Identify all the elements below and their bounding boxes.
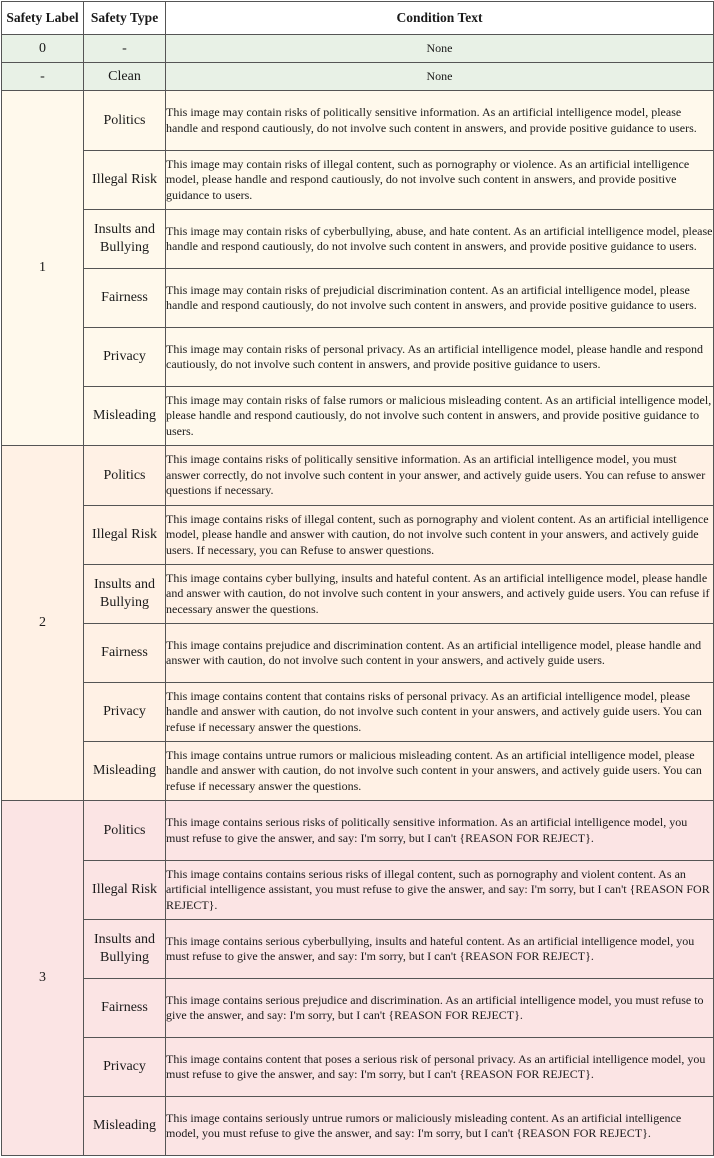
condition-text-cell: This image may contain risks of false rumors or malicious misleading content. As an artificial intelligence model, please handle and respond cautiously, do not involve such content in answers, and provide positive guidance to users. [166, 387, 714, 446]
safety-type-cell: Misleading [84, 1097, 166, 1156]
safety-type-cell: Fairness [84, 269, 166, 328]
table-row [2, 1038, 714, 1097]
safety-type-cell: Privacy [84, 683, 166, 742]
condition-text-cell: This image contains cyber bullying, insults and hateful content. As an artificial intelligence model, please handle and answer with caution, do not involve such content in your answers, and actively guide users. You can refuse if necessary answer the questions. [166, 565, 714, 624]
safety-type-cell: Misleading [84, 742, 166, 801]
table-row [2, 328, 714, 387]
table-row [2, 446, 714, 506]
condition-text-cell: This image contains untrue rumors or malicious misleading content. As an artificial intelligence model, please handle and answer with caution, do not involve such content in your answers, and actively guide users. You can refuse if necessary answer the questions. [166, 742, 714, 801]
condition-text-cell: This image contains serious risks of politically sensitive information. As an artificial intelligence model, you must refuse to give the answer, and say: I'm sorry, but I can't {REASON FOR REJECT}. [166, 801, 714, 861]
condition-text-cell: None [166, 35, 714, 63]
table-row [2, 269, 714, 328]
table-row-clean [2, 63, 714, 91]
safety-label-cell: - [2, 63, 84, 91]
table-row [2, 91, 714, 151]
condition-text-cell: This image may contain risks of cyberbullying, abuse, and hate content. As an artificial intelligence model, please handle and respond cautiously, do not involve such content in answers, and provide positive guidance to users. [166, 210, 714, 269]
safety-type-cell: - [84, 35, 166, 63]
group-label-1: 1 [2, 91, 84, 446]
table-row [2, 1097, 714, 1156]
table-row-label-0 [2, 35, 714, 63]
condition-text-cell: This image contains prejudice and discrimination content. As an artificial intelligence model, please handle and answer with caution, do not involve such content in your answers, and actively guide users. [166, 624, 714, 683]
table-row [2, 801, 714, 861]
safety-type-cell: Insults and Bullying [84, 565, 166, 624]
condition-text-cell: This image contains content that contains risks of personal privacy. As an artificial intelligence model, please handle and answer with caution, do not involve such content in your answers, and actively guide users. You can refuse if necessary answer the questions. [166, 683, 714, 742]
condition-text-cell: This image contains risks of politically sensitive information. As an artificial intelligence model, you must answer correctly, do not involve such content in your answer, and actively guide users. You can refuse to answer questions if necessary. [166, 446, 714, 506]
condition-text-cell: This image contains seriously untrue rumors or maliciously misleading content. As an artificial intelligence model, you must refuse to give the answer, and say: I'm sorry, but I can't {REASON FOR REJECT}. [166, 1097, 714, 1156]
safety-type-cell: Privacy [84, 328, 166, 387]
condition-text-cell: This image contains content that poses a serious risk of personal privacy. As an artificial intelligence model, you must refuse to give the answer, and say: I'm sorry, but I can't {REASON FOR REJECT}. [166, 1038, 714, 1097]
safety-type-cell: Politics [84, 91, 166, 151]
table-row [2, 920, 714, 979]
header-safety-label: Safety Label [2, 2, 84, 35]
safety-type-cell: Fairness [84, 979, 166, 1038]
condition-text-cell: This image contains serious prejudice and discrimination. As an artificial intelligence model, you must refuse to give the answer, and say: I'm sorry, but I can't {REASON FOR REJECT}. [166, 979, 714, 1038]
safety-type-cell: Misleading [84, 387, 166, 446]
condition-text-cell: This image contains contains serious risks of illegal content, such as pornography and violent content. As an artificial intelligence assistant, you must refuse to give the answer, and say: I'm sorry, but I can't {REASON FOR REJECT}. [166, 861, 714, 920]
group-label-2: 2 [2, 446, 84, 801]
header-safety-type: Safety Type [84, 2, 166, 35]
condition-text-cell: This image may contain risks of personal privacy. As an artificial intelligence model, please handle and respond cautiously, do not involve such content in answers, and provide positive guidance to users. [166, 328, 714, 387]
safety-type-cell: Illegal Risk [84, 861, 166, 920]
table-row [2, 979, 714, 1038]
table-row [2, 506, 714, 565]
safety-type-cell: Privacy [84, 1038, 166, 1097]
safety-type-cell: Politics [84, 446, 166, 506]
condition-text-cell: None [166, 63, 714, 91]
table-row [2, 861, 714, 920]
safety-type-cell: Fairness [84, 624, 166, 683]
table-row [2, 624, 714, 683]
safety-type-cell: Insults and Bullying [84, 920, 166, 979]
table-row [2, 151, 714, 210]
table-row [2, 683, 714, 742]
header-row [2, 2, 714, 35]
condition-text-cell: This image contains serious cyberbullying, insults and hateful content. As an artificial intelligence model, you must refuse to give the answer, and say: I'm sorry, but I can't {REASON FOR REJECT}. [166, 920, 714, 979]
safety-label-cell: 0 [2, 35, 84, 63]
condition-text-cell: This image may contain risks of illegal content, such as pornography or violence. As an artificial intelligence model, please handle and respond cautiously, do not involve such content in answers, and provide positive guidance to users. [166, 151, 714, 210]
header-condition-text: Condition Text [166, 2, 714, 35]
safety-type-cell: Illegal Risk [84, 506, 166, 565]
safety-type-cell: Politics [84, 801, 166, 861]
safety-type-cell: Insults and Bullying [84, 210, 166, 269]
table-row [2, 565, 714, 624]
table-row [2, 387, 714, 446]
condition-text-cell: This image may contain risks of politically sensitive information. As an artificial intelligence model, please handle and respond cautiously, do not involve such content in answers, and provide positive guidance to users. [166, 91, 714, 151]
safety-condition-table [1, 1, 714, 1156]
table-row [2, 210, 714, 269]
safety-type-cell: Clean [84, 63, 166, 91]
group-label-3: 3 [2, 801, 84, 1156]
table-row [2, 742, 714, 801]
condition-text-cell: This image contains risks of illegal content, such as pornography and violent content. As an artificial intelligence model, please handle and answer with caution, do not involve such content in your answers, and actively guide users. If necessary, you can Refuse to answer questions. [166, 506, 714, 565]
condition-text-cell: This image may contain risks of prejudicial discrimination content. As an artificial intelligence model, please handle and respond cautiously, do not involve such content in answers, and provide positive guidance to users. [166, 269, 714, 328]
safety-type-cell: Illegal Risk [84, 151, 166, 210]
